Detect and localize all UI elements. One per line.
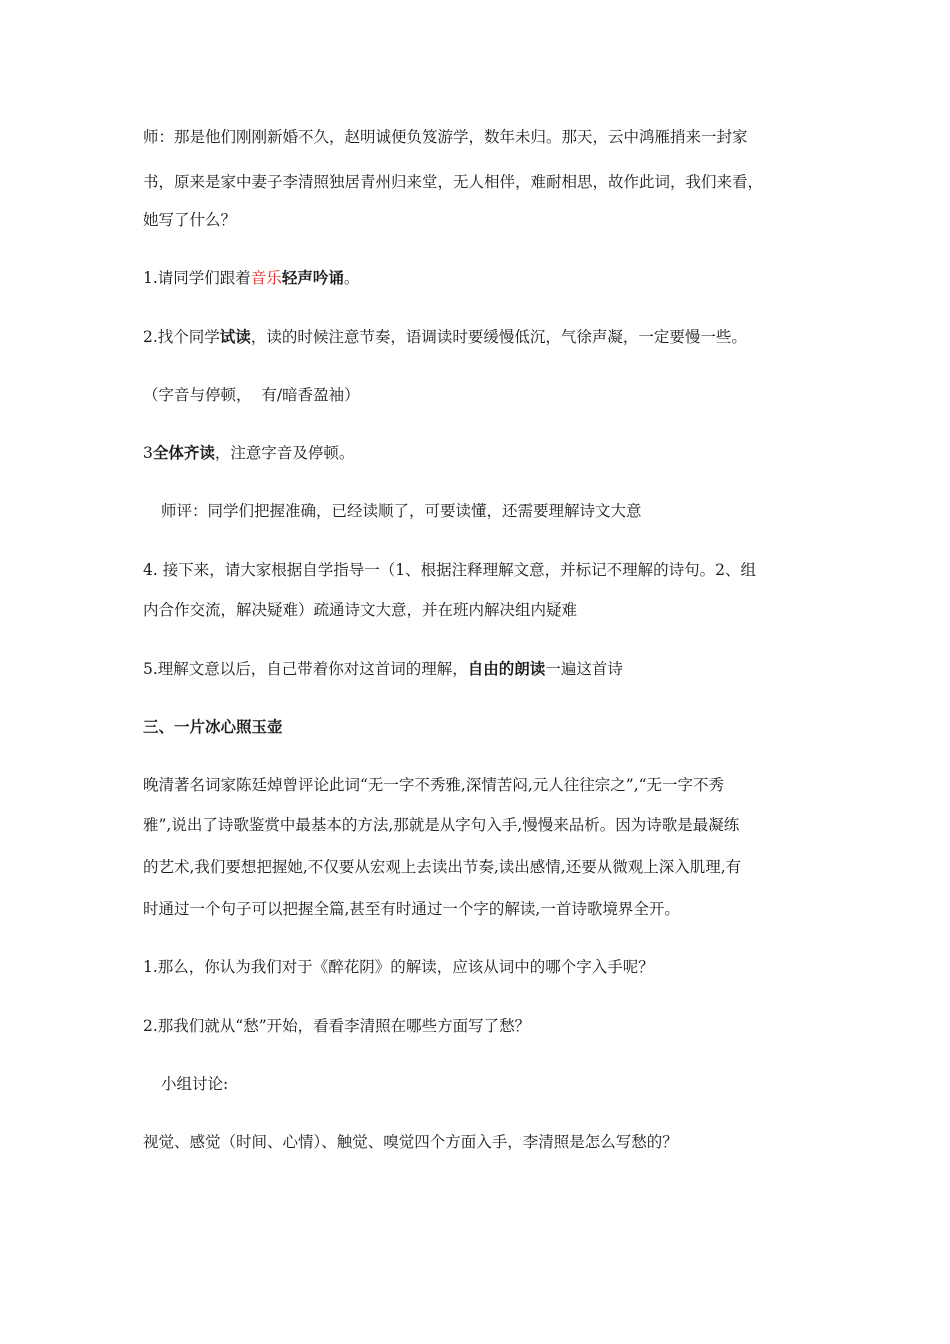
section-3-heading: 三、一片冰心照玉壶 [143, 718, 283, 736]
step-5 [143, 659, 623, 679]
step-1-music: 音乐 [250, 269, 282, 287]
section-3-para-line-4: 时通过一个句子可以把握全篇,甚至有时通过一个字的解读,一首诗歌境界全开。 [143, 900, 680, 918]
step-4-line-2: 内合作交流，解决疑难）疏通诗文大意，并在班内解决组内疑难 [143, 601, 578, 619]
step-3-bold: 全体齐读 [152, 444, 215, 462]
step-1-prefix: 1.请同学们跟着 [143, 269, 251, 287]
discussion-prompt: 视觉、感觉（时间、心情）、触觉、嗅觉四个方面入手，李清照是怎么写愁的？ [143, 1133, 678, 1151]
question-2: 2.那我们就从“愁”开始，看看李清照在哪些方面写了愁？ [143, 1017, 531, 1035]
group-discussion-label: 小组讨论: [161, 1075, 229, 1093]
question-1: 1.那么，你认为我们对于《醉花阴》的解读，应该从词中的哪个字入手呢？ [143, 958, 654, 976]
step-1 [143, 268, 359, 288]
pause-note: （字音与停顿， 有/暗香盈袖） [143, 386, 360, 404]
step-2-bold: 试读 [219, 328, 251, 346]
step-5-bold: 自由的朗读 [467, 660, 546, 678]
step-4-line-1: 4. 接下来，请大家根据自学指导一（1、根据注释理解文意，并标记不理解的诗句。2、组 [143, 561, 756, 579]
step-3-prefix: 3 [143, 444, 153, 462]
intro-line-2: 书，原来是家中妻子李清照独居青州归来堂，无人相伴，难耐相思，故作此词，我们来看， [143, 173, 764, 191]
section-3-para-line-1: 晚清著名词家陈廷焯曾评论此词“无一字不秀雅,深情苦闷,元人往往宗之”,“无一字不秀 [143, 776, 725, 794]
section-3-para-line-3: 的艺术,我们要想把握她,不仅要从宏观上去读出节奏,读出感情,还要从微观上深入肌理,有 [143, 858, 742, 876]
step-2-suffix: ，读的时候注意节奏，语调读时要缓慢低沉，气徐声凝，一定要慢一些。 [250, 328, 747, 346]
step-5-prefix: 5.理解文意以后，自己带着你对这首词的理解， [143, 660, 468, 678]
teacher-comment: 师评：同学们把握准确，已经读顺了，可要读懂，还需要理解诗文大意 [161, 502, 642, 520]
step-3 [143, 443, 354, 463]
step-2-prefix: 2.找个同学 [143, 328, 220, 346]
step-5-suffix: 一遍这首诗 [545, 660, 623, 678]
section-3-para-line-2: 雅”,说出了诗歌鉴赏中最基本的方法,那就是从字句入手,慢慢来品析。因为诗歌是最凝练 [143, 816, 740, 834]
intro-line-1: 师：那是他们刚刚新婚不久，赵明诚便负笈游学，数年未归。那天，云中鸿雁捎来一封家 [143, 128, 748, 146]
step-1-bold: 轻声吟诵 [281, 269, 344, 287]
intro-line-3: 她写了什么？ [143, 211, 237, 229]
step-1-suffix: 。 [343, 269, 360, 287]
step-3-suffix: ，注意字音及停顿。 [214, 444, 355, 462]
step-2 [143, 327, 747, 347]
